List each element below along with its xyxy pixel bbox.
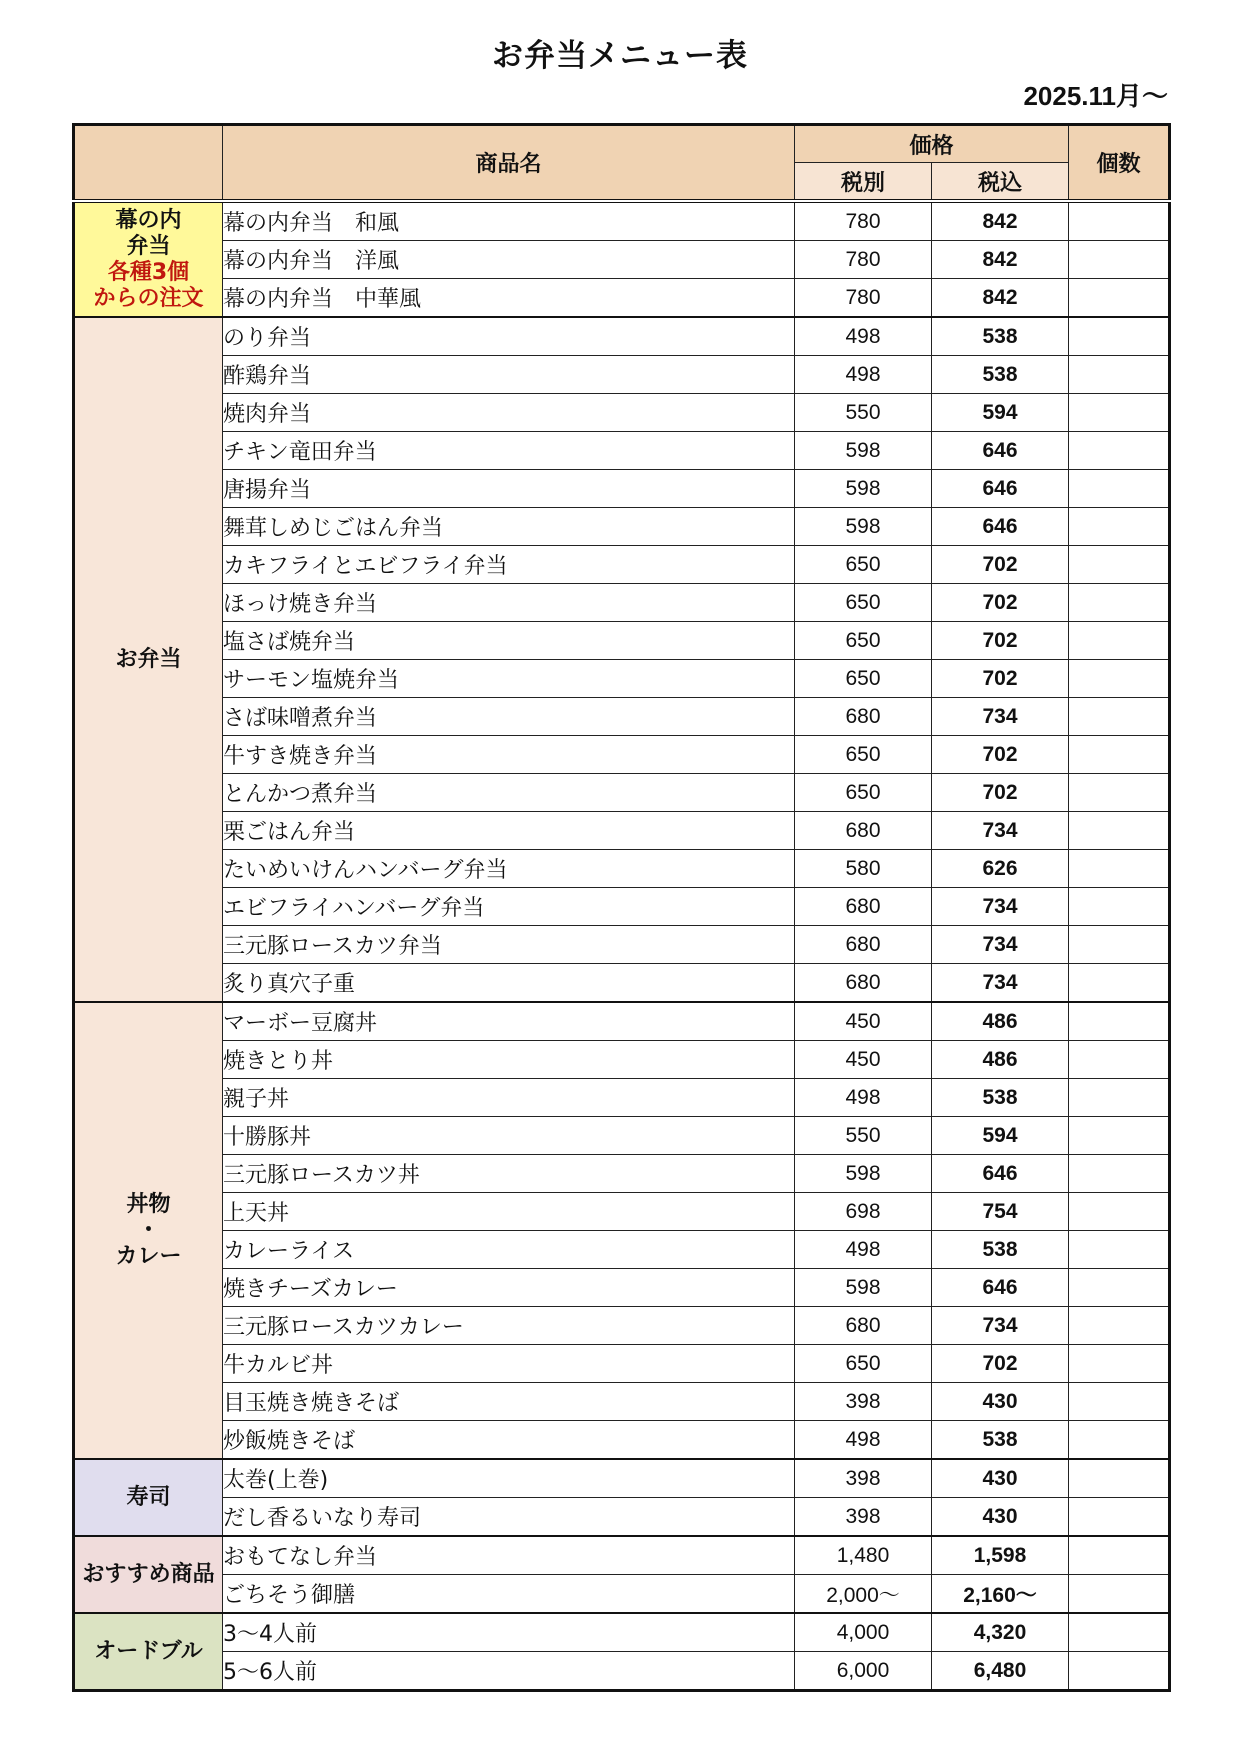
price-tax-excluded: 598 <box>795 470 932 508</box>
category-hors-doeuvre <box>74 1613 223 1691</box>
quantity-field[interactable] <box>1069 1383 1170 1421</box>
price-tax-included: 702 <box>932 622 1069 660</box>
quantity-field[interactable] <box>1069 926 1170 964</box>
quantity-field[interactable] <box>1069 508 1170 546</box>
quantity-field[interactable] <box>1069 546 1170 584</box>
menu-table <box>72 123 1171 1692</box>
quantity-field[interactable] <box>1069 1079 1170 1117</box>
effective-date: 2025.11月～ <box>1023 81 1168 111</box>
item-name: 3～4人前 <box>223 1613 795 1652</box>
table-row <box>74 660 1170 698</box>
price-tax-excluded: 398 <box>795 1498 932 1537</box>
table-row <box>74 698 1170 736</box>
price-tax-excluded: 680 <box>795 698 932 736</box>
price-tax-included: 702 <box>932 546 1069 584</box>
price-tax-included: 538 <box>932 317 1069 356</box>
quantity-field[interactable] <box>1069 660 1170 698</box>
quantity-field[interactable] <box>1069 1575 1170 1614</box>
price-tax-included: 430 <box>932 1498 1069 1537</box>
price-tax-included: 842 <box>932 241 1069 279</box>
table-row <box>74 1117 1170 1155</box>
price-tax-included: 646 <box>932 432 1069 470</box>
price-tax-included: 538 <box>932 1079 1069 1117</box>
quantity-field[interactable] <box>1069 1307 1170 1345</box>
table-row <box>74 1231 1170 1269</box>
quantity-field[interactable] <box>1069 1002 1170 1041</box>
table-row <box>74 201 1170 241</box>
category-label: 幕の内 <box>115 207 182 233</box>
price-tax-included: 842 <box>932 201 1069 241</box>
item-name: 炒飯焼きそば <box>223 1421 795 1460</box>
category-label: 弁当 <box>126 233 171 259</box>
price-tax-excluded: 498 <box>795 317 932 356</box>
item-name: たいめいけんハンバーグ弁当 <box>223 850 795 888</box>
item-name: カレーライス <box>223 1231 795 1269</box>
quantity-field[interactable] <box>1069 584 1170 622</box>
table-row <box>74 279 1170 318</box>
quantity-field[interactable] <box>1069 1155 1170 1193</box>
table-row <box>74 888 1170 926</box>
price-tax-excluded: 680 <box>795 964 932 1003</box>
table-row <box>74 356 1170 394</box>
item-name: 三元豚ロースカツ丼 <box>223 1155 795 1193</box>
quantity-field[interactable] <box>1069 356 1170 394</box>
quantity-field[interactable] <box>1069 279 1170 318</box>
quantity-field[interactable] <box>1069 432 1170 470</box>
quantity-field[interactable] <box>1069 1117 1170 1155</box>
item-name: 太巻(上巻) <box>223 1459 795 1498</box>
quantity-field[interactable] <box>1069 1652 1170 1691</box>
price-tax-excluded: 680 <box>795 888 932 926</box>
category-makunouchi <box>74 201 223 317</box>
quantity-field[interactable] <box>1069 1041 1170 1079</box>
price-tax-excluded: 698 <box>795 1193 932 1231</box>
table-row <box>74 812 1170 850</box>
category-header <box>74 125 223 202</box>
quantity-field[interactable] <box>1069 850 1170 888</box>
quantity-field[interactable] <box>1069 774 1170 812</box>
price-tax-included: 538 <box>932 356 1069 394</box>
item-name: のり弁当 <box>223 317 795 356</box>
item-name: 幕の内弁当 中華風 <box>223 279 795 318</box>
price-tax-included: 430 <box>932 1383 1069 1421</box>
category-label: 丼物 <box>126 1191 171 1217</box>
quantity-field[interactable] <box>1069 1613 1170 1652</box>
item-name: だし香るいなり寿司 <box>223 1498 795 1537</box>
price-tax-excluded: 6,000 <box>795 1652 932 1691</box>
price-tax-included: 734 <box>932 698 1069 736</box>
item-name: 目玉焼き焼きそば <box>223 1383 795 1421</box>
price-tax-excluded: 398 <box>795 1459 932 1498</box>
quantity-field[interactable] <box>1069 1421 1170 1460</box>
table-row <box>74 546 1170 584</box>
table-row <box>74 1383 1170 1421</box>
table-row <box>74 1345 1170 1383</box>
price-tax-excluded: 2,000～ <box>795 1575 932 1614</box>
price-tax-included: 430 <box>932 1459 1069 1498</box>
item-name: カキフライとエビフライ弁当 <box>223 546 795 584</box>
table-row <box>74 622 1170 660</box>
price-tax-included: 4,320 <box>932 1613 1069 1652</box>
price-tax-excluded: 4,000 <box>795 1613 932 1652</box>
item-name: 酢鶏弁当 <box>223 356 795 394</box>
price-tax-excluded: 650 <box>795 622 932 660</box>
price-tax-included: 734 <box>932 812 1069 850</box>
price-tax-excluded: 680 <box>795 926 932 964</box>
table-row <box>74 1575 1170 1614</box>
quantity-field[interactable] <box>1069 241 1170 279</box>
price-tax-included: 734 <box>932 888 1069 926</box>
price-tax-included: 734 <box>932 926 1069 964</box>
category-label: カレー <box>115 1243 182 1269</box>
quantity-field[interactable] <box>1069 1193 1170 1231</box>
price-tax-included: 702 <box>932 774 1069 812</box>
quantity-header: 個数 <box>1069 125 1170 202</box>
item-name: ほっけ焼き弁当 <box>223 584 795 622</box>
item-name: 三元豚ロースカツカレー <box>223 1307 795 1345</box>
quantity-field[interactable] <box>1069 622 1170 660</box>
item-name: ごちそう御膳 <box>223 1575 795 1614</box>
item-name: エビフライハンバーグ弁当 <box>223 888 795 926</box>
price-tax-excluded: 650 <box>795 774 932 812</box>
product-name-header: 商品名 <box>223 125 795 202</box>
price-tax-excluded: 598 <box>795 432 932 470</box>
table-row <box>74 432 1170 470</box>
table-row <box>74 1193 1170 1231</box>
item-name: 焼肉弁当 <box>223 394 795 432</box>
price-tax-included: 538 <box>932 1421 1069 1460</box>
price-tax-included: 594 <box>932 394 1069 432</box>
item-name: おもてなし弁当 <box>223 1536 795 1575</box>
item-name: 炙り真穴子重 <box>223 964 795 1003</box>
table-row <box>74 508 1170 546</box>
item-name: 幕の内弁当 洋風 <box>223 241 795 279</box>
item-name: サーモン塩焼弁当 <box>223 660 795 698</box>
price-tax-excluded: 780 <box>795 241 932 279</box>
table-row <box>74 394 1170 432</box>
table-row <box>74 1652 1170 1691</box>
price-tax-included: 702 <box>932 1345 1069 1383</box>
item-name: 牛カルビ丼 <box>223 1345 795 1383</box>
quantity-field[interactable] <box>1069 736 1170 774</box>
item-name: 上天丼 <box>223 1193 795 1231</box>
category-don-curry <box>74 1002 223 1459</box>
table-row <box>74 1459 1170 1498</box>
price-tax-excluded: 598 <box>795 508 932 546</box>
price-tax-excluded: 650 <box>795 546 932 584</box>
price-tax-excluded: 498 <box>795 356 932 394</box>
price-tax-included: 646 <box>932 1155 1069 1193</box>
price-tax-included: 702 <box>932 736 1069 774</box>
table-row <box>74 1002 1170 1041</box>
table-row <box>74 470 1170 508</box>
item-name: 塩さば焼弁当 <box>223 622 795 660</box>
price-tax-excluded: 598 <box>795 1155 932 1193</box>
price-tax-included: 734 <box>932 964 1069 1003</box>
table-row <box>74 241 1170 279</box>
quantity-field[interactable] <box>1069 812 1170 850</box>
category-recommended <box>74 1536 223 1613</box>
quantity-field[interactable] <box>1069 1345 1170 1383</box>
category-sushi <box>74 1459 223 1536</box>
item-name: 焼きチーズカレー <box>223 1269 795 1307</box>
price-tax-excluded: 498 <box>795 1079 932 1117</box>
price-tax-excluded: 650 <box>795 736 932 774</box>
price-tax-included: 734 <box>932 1307 1069 1345</box>
price-tax-excluded: 580 <box>795 850 932 888</box>
quantity-field[interactable] <box>1069 698 1170 736</box>
table-row <box>74 1613 1170 1652</box>
table-row <box>74 1079 1170 1117</box>
category-label: 寿司 <box>126 1484 171 1510</box>
table-row <box>74 964 1170 1003</box>
price-tax-included: 646 <box>932 1269 1069 1307</box>
quantity-field[interactable] <box>1069 470 1170 508</box>
item-name: 栗ごはん弁当 <box>223 812 795 850</box>
order-note: 各種3個 <box>107 259 190 285</box>
quantity-field[interactable] <box>1069 201 1170 241</box>
category-bento <box>74 317 223 1002</box>
category-label: ・ <box>137 1217 160 1243</box>
price-tax-excluded: 450 <box>795 1002 932 1041</box>
price-tax-excluded: 650 <box>795 1345 932 1383</box>
item-name: 牛すき焼き弁当 <box>223 736 795 774</box>
order-note: からの注文 <box>93 285 204 311</box>
price-tax-excluded: 650 <box>795 660 932 698</box>
price-tax-excluded: 550 <box>795 394 932 432</box>
quantity-field[interactable] <box>1069 964 1170 1003</box>
price-tax-included: 486 <box>932 1002 1069 1041</box>
quantity-field[interactable] <box>1069 888 1170 926</box>
item-name: 三元豚ロースカツ弁当 <box>223 926 795 964</box>
price-tax-included: 1,598 <box>932 1536 1069 1575</box>
price-tax-included: 626 <box>932 850 1069 888</box>
item-name: とんかつ煮弁当 <box>223 774 795 812</box>
price-tax-included: 2,160～ <box>932 1575 1069 1614</box>
price-tax-excluded: 550 <box>795 1117 932 1155</box>
price-tax-included: 702 <box>932 584 1069 622</box>
table-row <box>74 1536 1170 1575</box>
price-tax-included: 538 <box>932 1231 1069 1269</box>
quantity-field[interactable] <box>1069 1269 1170 1307</box>
category-label: オードブル <box>94 1638 203 1664</box>
table-row <box>74 1269 1170 1307</box>
table-row <box>74 1041 1170 1079</box>
price-tax-excluded: 498 <box>795 1421 932 1460</box>
table-row <box>74 1498 1170 1537</box>
price-tax-excluded: 780 <box>795 279 932 318</box>
price-tax-included: 486 <box>932 1041 1069 1079</box>
tax-included-header: 税込 <box>932 163 1069 202</box>
quantity-field[interactable] <box>1069 1231 1170 1269</box>
table-row <box>74 1421 1170 1460</box>
price-tax-included: 594 <box>932 1117 1069 1155</box>
price-header: 価格 <box>795 125 1069 163</box>
table-row <box>74 736 1170 774</box>
table-row <box>74 926 1170 964</box>
price-tax-excluded: 398 <box>795 1383 932 1421</box>
price-tax-included: 702 <box>932 660 1069 698</box>
price-tax-included: 842 <box>932 279 1069 318</box>
quantity-field[interactable] <box>1069 317 1170 356</box>
price-tax-included: 646 <box>932 508 1069 546</box>
price-tax-excluded: 650 <box>795 584 932 622</box>
quantity-field[interactable] <box>1069 394 1170 432</box>
price-tax-excluded: 680 <box>795 812 932 850</box>
quantity-field[interactable] <box>1069 1459 1170 1498</box>
price-tax-excluded: 450 <box>795 1041 932 1079</box>
item-name: チキン竜田弁当 <box>223 432 795 470</box>
category-label: おすすめ商品 <box>82 1561 215 1587</box>
price-tax-excluded: 498 <box>795 1231 932 1269</box>
item-name: 親子丼 <box>223 1079 795 1117</box>
table-row <box>74 774 1170 812</box>
quantity-field[interactable] <box>1069 1498 1170 1537</box>
item-name: 十勝豚丼 <box>223 1117 795 1155</box>
tax-excluded-header: 税別 <box>795 163 932 202</box>
item-name: 焼きとり丼 <box>223 1041 795 1079</box>
price-tax-excluded: 598 <box>795 1269 932 1307</box>
table-row <box>74 317 1170 356</box>
category-label: お弁当 <box>115 646 182 672</box>
page-title: お弁当メニュー表 <box>492 38 748 74</box>
quantity-field[interactable] <box>1069 1536 1170 1575</box>
price-tax-included: 646 <box>932 470 1069 508</box>
table-row <box>74 1155 1170 1193</box>
price-tax-included: 754 <box>932 1193 1069 1231</box>
item-name: マーボー豆腐丼 <box>223 1002 795 1041</box>
table-row <box>74 584 1170 622</box>
table-row <box>74 1307 1170 1345</box>
item-name: 5～6人前 <box>223 1652 795 1691</box>
item-name: さば味噌煮弁当 <box>223 698 795 736</box>
item-name: 幕の内弁当 和風 <box>223 201 795 241</box>
item-name: 唐揚弁当 <box>223 470 795 508</box>
price-tax-included: 6,480 <box>932 1652 1069 1691</box>
item-name: 舞茸しめじごはん弁当 <box>223 508 795 546</box>
table-row <box>74 850 1170 888</box>
price-tax-excluded: 780 <box>795 201 932 241</box>
price-tax-excluded: 1,480 <box>795 1536 932 1575</box>
price-tax-excluded: 680 <box>795 1307 932 1345</box>
